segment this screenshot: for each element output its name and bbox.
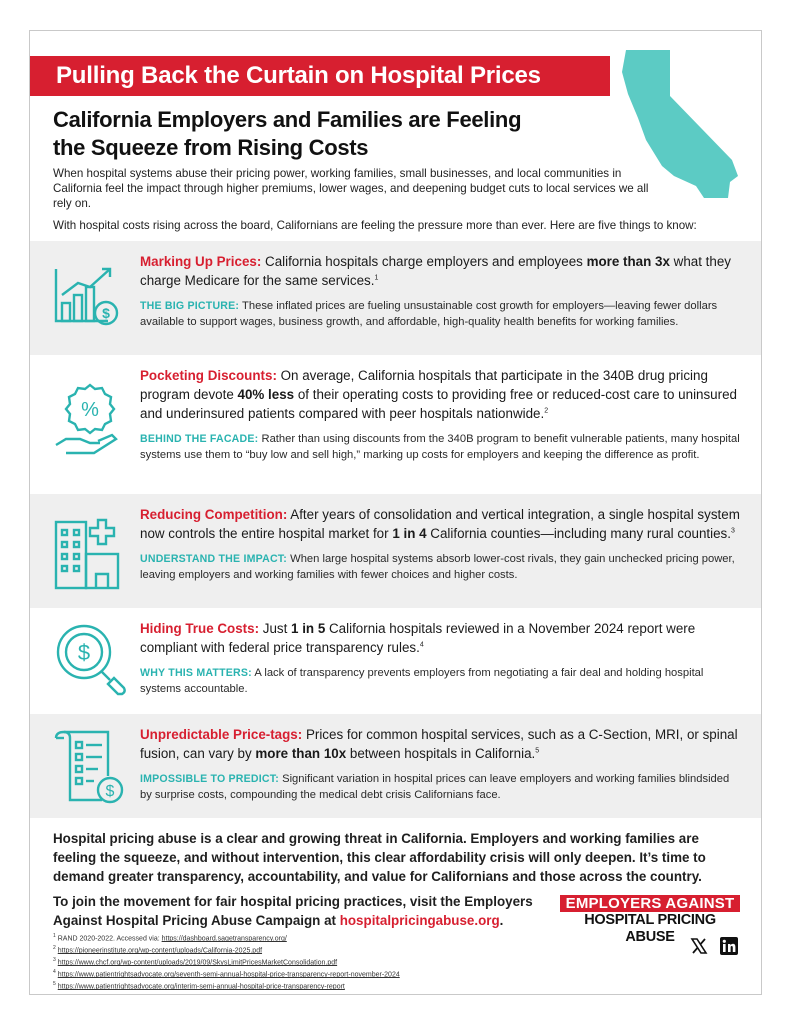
cta-end: . bbox=[499, 913, 504, 928]
section-lead: Marking Up Prices: bbox=[140, 254, 262, 269]
section-detail bbox=[140, 666, 740, 697]
footnote-ref: 1 bbox=[374, 274, 379, 282]
footnote-num: 5 bbox=[53, 981, 56, 988]
banner-title: Pulling Back the Curtain on Hospital Prices bbox=[30, 56, 610, 96]
logo-line-2: HOSPITAL PRICING ABUSE bbox=[584, 912, 716, 945]
section-text: California hospitals charge employers and employees bbox=[261, 254, 587, 269]
call-to-action bbox=[53, 892, 543, 930]
headline-line-1: California Employers and Families are Feeling bbox=[53, 107, 522, 132]
section-tag: THE BIG PICTURE: bbox=[140, 300, 240, 312]
section-lead: Hiding True Costs: bbox=[140, 621, 260, 636]
section-tag: UNDERSTAND THE IMPACT: bbox=[140, 553, 288, 565]
section-title-line bbox=[140, 725, 740, 763]
section-text: what they charge Medicare for the same services. bbox=[140, 254, 731, 288]
section-detail-text: Significant variation in hospital prices can leave employers and working families blindsided by surprise costs, compounding the medical debt crisis Californians face. bbox=[140, 773, 730, 801]
section-highlight: 1 in 5 bbox=[291, 621, 326, 636]
section-reducing-competition bbox=[30, 494, 761, 608]
section-text: Prices for common hospital services, such as a C-Section, MRI, or spinal fusion, can vary by bbox=[140, 727, 738, 761]
section-text: After years of consolidation and vertical integration, a single hospital system now controls the entire hospital market for bbox=[140, 507, 740, 541]
section-detail bbox=[140, 772, 740, 803]
linkedin-icon[interactable] bbox=[720, 937, 738, 955]
section-text: Just bbox=[259, 621, 292, 636]
footnote bbox=[53, 932, 553, 944]
section-text: between hospitals in California. bbox=[346, 746, 536, 761]
svg-text:$: $ bbox=[105, 783, 115, 800]
section-body bbox=[140, 252, 740, 330]
section-tag: IMPOSSIBLE TO PREDICT: bbox=[140, 773, 279, 785]
x-logo-icon[interactable] bbox=[690, 937, 708, 955]
section-pocketing-discounts bbox=[30, 355, 761, 494]
section-title-line bbox=[140, 366, 740, 423]
section-body bbox=[140, 366, 740, 463]
magnifier-dollar-icon bbox=[50, 620, 130, 700]
campaign-logo bbox=[560, 895, 740, 946]
footnote bbox=[53, 980, 553, 992]
section-detail-text: A lack of transparency prevents employers from negotiating a fair deal and holding hospital systems accountable. bbox=[140, 667, 704, 695]
headline-line-2: the Squeeze from Rising Costs bbox=[53, 135, 369, 160]
section-highlight: 40% less bbox=[237, 387, 295, 402]
closing-paragraph: Hospital pricing abuse is a clear and growing threat in California. Employers and working families are feeling the squeeze, and without intervention, this clear affordability crisis will only deepen. It’s time to demand greater transparency, accountability, and value for Californians and those across the country. bbox=[53, 831, 706, 884]
section-tag: BEHIND THE FACADE: bbox=[140, 433, 259, 445]
footnote-url[interactable]: https://www.patientrightsadvocate.org/interim-semi-annual-hospital-price-transparency-report bbox=[57, 983, 345, 991]
section-highlight: more than 10x bbox=[255, 746, 347, 761]
footnote-url[interactable]: https://www.patientrightsadvocate.org/seventh-semi-annual-hospital-price-transparency-report-november-2024 bbox=[57, 971, 400, 979]
section-text: of their operating costs to providing free or reduced-cost care to uninsured and underinsured patients compared with peer hospitals nationwide. bbox=[140, 387, 737, 421]
footnote-num: 1 bbox=[53, 933, 56, 939]
footnote-num: 3 bbox=[53, 957, 56, 964]
section-marking-up-prices bbox=[30, 241, 761, 355]
percent-hand-icon bbox=[50, 379, 130, 459]
footnote-ref: 3 bbox=[730, 527, 735, 535]
svg-text:%: % bbox=[81, 399, 99, 421]
section-detail-text: These inflated prices are fueling unsustainable cost growth for employers—leaving fewer dollars available to support wages, business growth, and affordable, high-quality health benefits for working families. bbox=[140, 300, 718, 328]
section-title-line bbox=[140, 619, 740, 657]
footnote-num: 4 bbox=[53, 969, 56, 976]
footnote-label: RAND 2020-2022. Accessed via: bbox=[57, 935, 162, 943]
svg-text:$: $ bbox=[77, 640, 91, 665]
section-detail-text: When large hospital systems absorb lower-cost rivals, they gain unchecked pricing power, leaving employers and working families with fewer choices and higher costs. bbox=[140, 553, 735, 581]
section-body bbox=[140, 505, 740, 583]
logo-line-1: EMPLOYERS AGAINST bbox=[560, 895, 740, 912]
section-detail bbox=[140, 552, 740, 583]
section-text: On average, California hospitals that participate in the 340B drug pricing program devote bbox=[140, 368, 708, 402]
footnotes bbox=[53, 932, 553, 992]
section-lead: Unpredictable Price-tags: bbox=[140, 727, 303, 742]
bill-checklist-icon bbox=[50, 726, 130, 806]
section-tag: WHY THIS MATTERS: bbox=[140, 667, 252, 679]
footnote-num: 2 bbox=[53, 945, 56, 952]
footnote-ref: 5 bbox=[535, 747, 540, 755]
footnote-ref: 4 bbox=[419, 641, 424, 649]
cta-text: To join the movement for fair hospital pricing practices, visit the Employers Against Hospital Pricing Abuse Campaign at bbox=[53, 894, 533, 928]
footnote-url[interactable]: https://www.chcf.org/wp-content/uploads/2019/09/SkysLimitPricesMarketConsolidation.pdf bbox=[57, 959, 338, 967]
section-detail bbox=[140, 299, 740, 330]
section-title-line bbox=[140, 252, 740, 290]
section-lead: Reducing Competition: bbox=[140, 507, 288, 522]
campaign-link[interactable]: hospitalpricingabuse.org bbox=[339, 913, 500, 928]
section-title-line bbox=[140, 505, 740, 543]
section-body bbox=[140, 619, 740, 697]
footnote-url[interactable]: https://dashboard.sagetransparency.org/ bbox=[161, 935, 287, 943]
section-unpredictable-price-tags bbox=[30, 714, 761, 818]
footnote-ref: 2 bbox=[544, 407, 549, 415]
section-hiding-true-costs bbox=[30, 608, 761, 714]
section-text: California counties—including many rural counties. bbox=[426, 526, 731, 541]
intro-paragraph-2: With hospital costs rising across the board, Californians are feeling the pressure more than ever. Here are five things to know: bbox=[53, 219, 697, 232]
hospital-building-icon bbox=[50, 514, 130, 594]
page-headline bbox=[53, 106, 593, 162]
chart-dollar-icon bbox=[50, 259, 130, 339]
section-highlight: more than 3x bbox=[586, 254, 670, 269]
footnote bbox=[53, 968, 553, 980]
footnote-url[interactable]: https://pioneerinstitute.org/wp-content/uploads/California-2025.pdf bbox=[57, 947, 263, 955]
footnote bbox=[53, 956, 553, 968]
section-detail bbox=[140, 432, 740, 463]
section-highlight: 1 in 4 bbox=[392, 526, 427, 541]
section-detail-text: Rather than using discounts from the 340B program to benefit vulnerable patients, many hospital systems use them to “buy low and sell high,” marking up costs for employers and keeping the difference as profit. bbox=[140, 433, 740, 461]
footnote bbox=[53, 944, 553, 956]
section-body bbox=[140, 725, 740, 803]
section-lead: Pocketing Discounts: bbox=[140, 368, 277, 383]
section-text: California hospitals reviewed in a November 2024 report were compliant with federal price transparency rules. bbox=[140, 621, 696, 655]
intro-paragraph: When hospital systems abuse their pricing power, working families, small businesses, and local communities in California feel the impact through higher premiums, lower wages, and deepening budget cuts to local services we all rely on. bbox=[53, 167, 649, 210]
svg-text:$: $ bbox=[102, 305, 110, 321]
